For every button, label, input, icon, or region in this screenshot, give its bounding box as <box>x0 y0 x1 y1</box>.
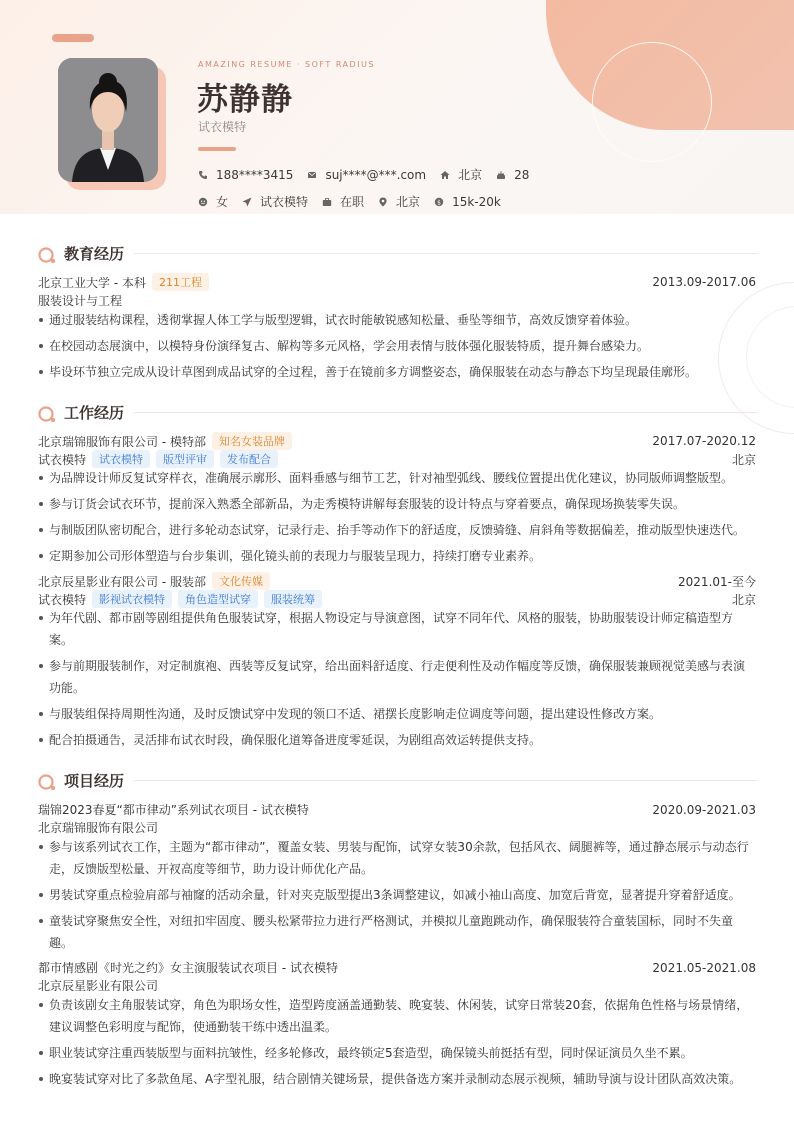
job-header <box>38 432 756 450</box>
education-major-line <box>38 292 756 309</box>
detail-row <box>198 193 515 210</box>
phone-item <box>198 168 293 182</box>
project-company: 北京瑞锦服饰有限公司 <box>38 821 159 835</box>
school-name: 北京工业大学 - 本科 <box>38 275 146 290</box>
list-item: 晚宴装试穿对比了多款鱼尾、A字型礼服，结合剧情关键场景，提供备选方案并录制动态展示视频，辅助导演与设计团队高效决策。 <box>38 1068 750 1090</box>
location-item <box>378 193 420 210</box>
location-icon <box>378 197 388 207</box>
list-item: 毕设环节独立完成从设计草图到成品试穿的全过程，善于在镜前多方调整姿态，确保服装在动态与静态下均呈现最佳廓形。 <box>38 361 750 383</box>
mail-icon <box>307 170 317 180</box>
project-title: 都市情感剧《时光之约》女主演服装试衣项目 - 试衣模特 <box>38 961 338 975</box>
salary-text: 15k-20k <box>452 194 501 209</box>
project-company: 北京辰星影业有限公司 <box>38 979 159 993</box>
list-item: 为品牌设计师反复试穿样衣，准确展示廓形、面料垂感与细节工艺，针对袖型弧线、腰线位置提出优化建议，协同版师调整版型。 <box>38 467 750 489</box>
list-item: 与制版团队密切配合，进行多轮动态试穿，记录行走、抬手等动作下的舒适度，反馈骑缝、肩斜角等数据偏差，推动版型快速迭代。 <box>38 519 750 541</box>
target-role-text: 试衣模特 <box>260 195 309 209</box>
email-item <box>307 168 426 182</box>
search-icon <box>38 244 58 264</box>
company-name: 北京瑞锦服饰有限公司 - 模特部 <box>38 434 206 449</box>
job-bullets <box>38 607 750 755</box>
divider <box>134 780 758 781</box>
list-item: 男装试穿重点检验肩部与袖窿的活动余量，针对夹克版型提出3条调整建议，如减小袖山高度、加宽后背宽，显著提升穿着舒适度。 <box>38 884 750 906</box>
education-bullets <box>38 309 750 387</box>
job-title: 试衣模特 <box>198 120 247 134</box>
project-period: 2020.09-2021.03 <box>652 802 756 817</box>
job-header <box>38 572 756 590</box>
age-text: 28 <box>514 167 530 182</box>
list-item: 通过服装结构课程，透彻掌握人体工学与版型逻辑，试衣时能敏锐感知松量、垂坠等细节，高效反馈穿着体验。 <box>38 309 750 331</box>
list-item: 参与前期服装制作，对定制旗袍、西装等反复试穿，给出面料舒适度、行走便利性及动作幅度等反馈，确保服装兼顾视觉美感与表演功能。 <box>38 655 750 699</box>
job-period: 2017.07-2020.12 <box>652 434 756 448</box>
list-item: 定期参加公司形体塑造与台步集训，强化镜头前的表现力与服装呈现力，持续打磨专业素养。 <box>38 545 750 567</box>
major: 服装设计与工程 <box>38 294 123 308</box>
project-company-line <box>38 977 756 994</box>
divider <box>134 253 758 254</box>
home-icon <box>440 170 450 180</box>
gender-icon <box>198 197 208 207</box>
gender-text: 女 <box>216 195 229 209</box>
phone-text: 188****3415 <box>216 167 294 182</box>
residence-item <box>440 166 482 183</box>
list-item: 配合拍摄通告，灵活排布试衣时段，确保服化道筹备进度零延误，为剧组高效运转提供支持。 <box>38 729 750 751</box>
status-item <box>322 193 364 210</box>
job-role-line <box>38 590 756 608</box>
list-item: 参与该系列试衣工作，主题为“都市律动”，覆盖女装、男装与配饰，试穿女装30余款，包括风衣、阔腿裤等，通过静态展示与动态行走，反馈版型松量、开衩高度等细节，助力设计师优化产品。 <box>38 836 750 880</box>
target-role-item <box>242 193 308 210</box>
contact-row <box>198 166 543 183</box>
education-period: 2013.09-2017.06 <box>652 275 756 289</box>
list-item: 参与订货会试衣环节，提前深入熟悉全部新品，为走秀模特讲解每套服装的设计特点与穿着要点，确保现场换装零失误。 <box>38 493 750 515</box>
list-item: 在校园动态展演中，以模特身份演绎复古、解构等多元风格，学会用表情与肢体强化服装特质，提升舞台感染力。 <box>38 335 750 357</box>
skill-tag: 服装统筹 <box>264 590 322 608</box>
profile-photo <box>58 58 158 182</box>
residence-text: 北京 <box>458 168 483 182</box>
section-heading: 教育经历 <box>64 245 125 263</box>
phone-icon <box>198 170 208 180</box>
job-role-line <box>38 450 756 468</box>
briefcase-icon <box>322 197 332 207</box>
person-portrait-icon <box>58 58 158 182</box>
project-period: 2021.05-2021.08 <box>652 960 756 975</box>
salary-icon <box>434 197 444 207</box>
job-role: 试衣模特 <box>38 452 87 467</box>
search-icon <box>38 771 58 791</box>
skill-tag: 试衣模特 <box>92 450 150 468</box>
skill-tag: 影视试衣模特 <box>92 590 172 608</box>
gender-item <box>198 193 228 210</box>
list-item: 为年代剧、都市剧等剧组提供角色服装试穿，根据人物设定与导演意图，试穿不同年代、风格的服装，协助服装设计师定稿造型方案。 <box>38 607 750 651</box>
education-section-title <box>38 243 758 264</box>
status-text: 在职 <box>340 195 365 209</box>
job-period: 2021.01-至今 <box>678 574 756 589</box>
project-header <box>38 959 756 976</box>
project-company-line <box>38 819 756 836</box>
job-role: 试衣模特 <box>38 592 87 607</box>
job-city: 北京 <box>731 592 756 607</box>
tagline: AMAZING RESUME · SOFT RADIUS <box>198 60 375 69</box>
project-title: 瑞锦2023春夏“都市律动”系列试衣项目 - 试衣模特 <box>38 803 309 817</box>
education-header <box>38 273 756 291</box>
skill-tag: 版型评审 <box>156 450 214 468</box>
job-bullets <box>38 467 750 571</box>
decorative-ring <box>592 42 712 162</box>
section-heading: 工作经历 <box>64 404 125 422</box>
section-heading: 项目经历 <box>64 772 125 790</box>
candidate-name: 苏静静 <box>197 82 293 118</box>
search-icon <box>38 403 58 423</box>
list-item: 负责该剧女主角服装试穿，角色为职场女性，造型跨度涵盖通勤装、晚宴装、休闲装，试穿日常装20套，依据角色性格与场景情绪，建议调整色彩明度与配饰，使通勤装干练中透出温柔。 <box>38 994 750 1038</box>
location-text: 北京 <box>396 195 421 209</box>
age-icon <box>496 170 506 180</box>
skill-tag: 角色造型试穿 <box>178 590 258 608</box>
skill-tag: 发布配合 <box>220 450 278 468</box>
salary-item <box>434 195 501 209</box>
svg-text:$: $ <box>437 198 441 206</box>
company-name: 北京辰星影业有限公司 - 服装部 <box>38 574 206 589</box>
list-item: 与服装组保持周期性沟通，及时反馈试穿中发现的领口不适、裙摆长度影响走位调度等问题，提出建设性修改方案。 <box>38 703 750 725</box>
divider <box>134 412 758 413</box>
school-tag: 211工程 <box>152 273 209 291</box>
company-tag: 知名女装品牌 <box>212 432 292 450</box>
project-bullets <box>38 836 750 958</box>
company-tag: 文化传媒 <box>212 572 270 590</box>
list-item: 职业装试穿注重西装版型与面料抗皱性，经多轮修改，最终锁定5套造型，确保镜头前挺括有型，同时保证演员久坐不累。 <box>38 1042 750 1064</box>
project-bullets <box>38 994 750 1094</box>
job-city: 北京 <box>731 452 756 467</box>
projects-section-title <box>38 770 758 791</box>
title-underline <box>198 147 236 151</box>
list-item: 童装试穿聚焦安全性，对纽扣牢固度、腰头松紧带拉力进行严格测试，并模拟儿童跑跳动作，确保服装符合童装国标，同时不失童趣。 <box>38 910 750 954</box>
accent-bar <box>52 34 94 42</box>
project-header <box>38 801 756 818</box>
age-item <box>496 168 529 182</box>
email-text: suj****@***.com <box>325 167 427 182</box>
send-icon <box>242 197 252 207</box>
work-section-title <box>38 402 758 423</box>
